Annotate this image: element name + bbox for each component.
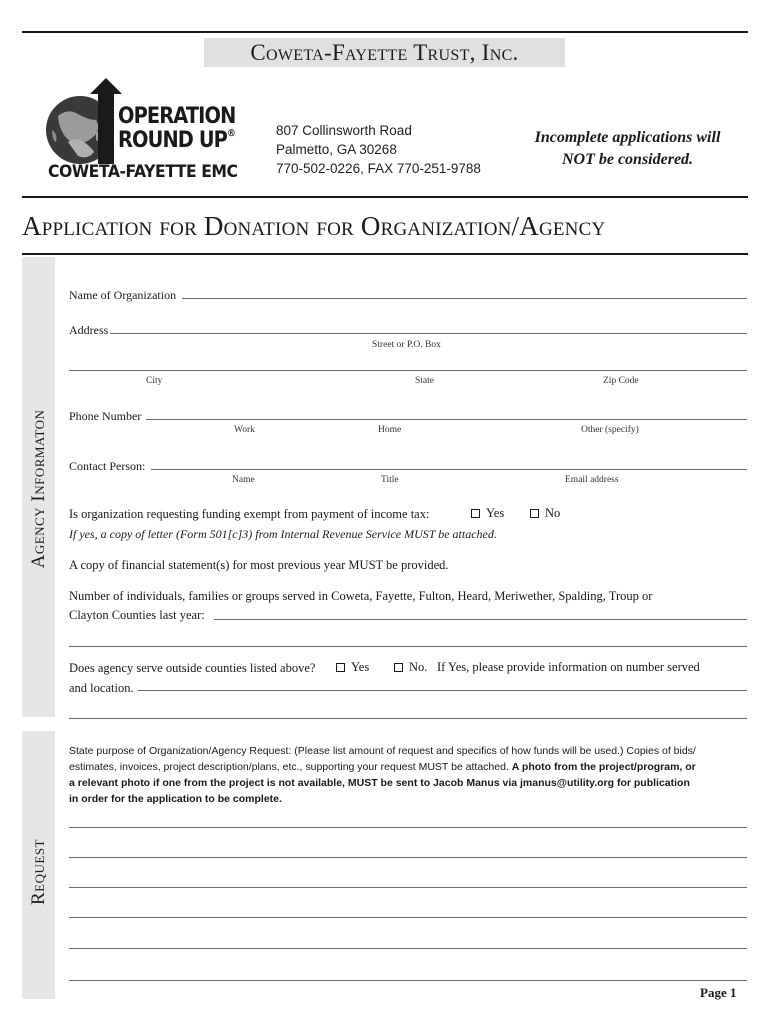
request-field-line[interactable] [69, 887, 747, 888]
logo-line2-text: ROUND UP [118, 128, 227, 153]
phone-field[interactable] [146, 419, 747, 420]
outside-yes-checkbox[interactable] [336, 663, 345, 672]
exempt-no-option[interactable] [530, 506, 560, 521]
address-street-field[interactable] [110, 333, 747, 334]
notice-line2: NOT be considered. [561, 151, 694, 168]
city-sublabel: City [146, 376, 163, 386]
name-sublabel: Name [232, 475, 255, 485]
outside-followup: If Yes, please provide information on number served [437, 660, 700, 674]
address-phone: 770-502-0226, FAX 770-251-9788 [276, 161, 481, 176]
org-name-label: Name of Organization [69, 288, 177, 302]
agency-section-label: Agency Informaton [28, 409, 49, 569]
outside-yes-option[interactable] [336, 660, 369, 675]
outside-question: Does agency serve outside counties listed above? [69, 661, 316, 675]
request-instructions [69, 743, 747, 807]
contact-label: Contact Person: [69, 459, 146, 473]
request-line1: State purpose of Organization/Agency Request: (Please list amount of request and specifics of how funds will be used.) Copies of bids/ [69, 745, 696, 757]
logo [38, 76, 238, 186]
form-title: Application for Donation for Organization/Agency [22, 211, 606, 241]
exempt-yes-checkbox[interactable] [471, 509, 480, 518]
email-sublabel: Email address [565, 475, 619, 485]
request-field-line[interactable] [69, 980, 747, 981]
incomplete-notice [520, 127, 735, 171]
logo-line2 [118, 128, 235, 153]
financial-statement-note: A copy of financial statement(s) for most previous year MUST be provided. [69, 558, 449, 572]
outside-no-option[interactable] [394, 660, 427, 675]
served-question-line1: Number of individuals, families or groups served in Coweta, Fayette, Fulton, Heard, Meriwether, Spalding, Troup or [69, 589, 653, 603]
address-label: Address [69, 323, 109, 337]
exempt-yes-label: Yes [486, 506, 505, 520]
outside-field-2[interactable] [69, 718, 747, 719]
logo-reg-mark: ® [226, 128, 235, 139]
address-block [276, 121, 481, 178]
request-line2-normal: estimates, invoices, project description/plans, etc., supporting your request MUST be attached. [69, 761, 509, 773]
logo-line3: COWETA-FAYETTE EMC [48, 162, 238, 182]
header-rule [22, 196, 748, 198]
notice-line1: Incomplete applications will [534, 129, 721, 146]
exempt-question: Is organization requesting funding exempt from payment of income tax: [69, 507, 430, 521]
exempt-no-checkbox[interactable] [530, 509, 539, 518]
phone-label: Phone Number [69, 409, 142, 423]
org-name-field[interactable] [182, 298, 747, 299]
outside-question-line2: and location. [69, 681, 134, 695]
request-field-line[interactable] [69, 827, 747, 828]
served-field-1[interactable] [214, 619, 747, 620]
title-sublabel: Title [381, 475, 399, 485]
logo-line1: OPERATION [118, 104, 236, 129]
exempt-yes-option[interactable] [471, 506, 504, 521]
work-sublabel: Work [234, 425, 255, 435]
street-sublabel: Street or P.O. Box [372, 340, 441, 350]
request-field-line[interactable] [69, 857, 747, 858]
served-field-2[interactable] [69, 646, 747, 647]
home-sublabel: Home [378, 425, 402, 435]
other-sublabel: Other (specify) [581, 425, 639, 435]
served-question-line2: Clayton Counties last year: [69, 608, 205, 622]
request-field-line[interactable] [69, 948, 747, 949]
outside-no-label: No. [409, 660, 428, 674]
company-name: Coweta-Fayette Trust, Inc. [250, 40, 519, 65]
outside-yes-label: Yes [351, 660, 370, 674]
contact-field[interactable] [151, 469, 747, 470]
request-line4: in order for the application to be complete. [69, 793, 282, 805]
outside-field-1[interactable] [138, 690, 747, 691]
top-rule [22, 31, 748, 33]
outside-no-checkbox[interactable] [394, 663, 403, 672]
exempt-no-label: No [545, 506, 561, 520]
request-line2-bold: A photo from the project/program, or [511, 761, 696, 773]
request-field-line[interactable] [69, 917, 747, 918]
request-line3: a relevant photo if one from the project is not available, MUST be sent to Jacob Manus via jmanus@utility.org for publication [69, 777, 690, 789]
exempt-note: If yes, a copy of letter (Form 501[c]3) from Internal Revenue Service MUST be attached. [69, 527, 497, 541]
page-number: Page 1 [700, 985, 737, 1000]
request-section-label: Request [28, 839, 49, 906]
address-city-field[interactable] [69, 370, 747, 371]
request-line2 [69, 759, 747, 775]
address-street: 807 Collinsworth Road [276, 123, 412, 138]
zip-sublabel: Zip Code [603, 376, 639, 386]
address-city-state: Palmetto, GA 30268 [276, 142, 397, 157]
state-sublabel: State [415, 376, 434, 386]
title-rule [22, 253, 748, 255]
